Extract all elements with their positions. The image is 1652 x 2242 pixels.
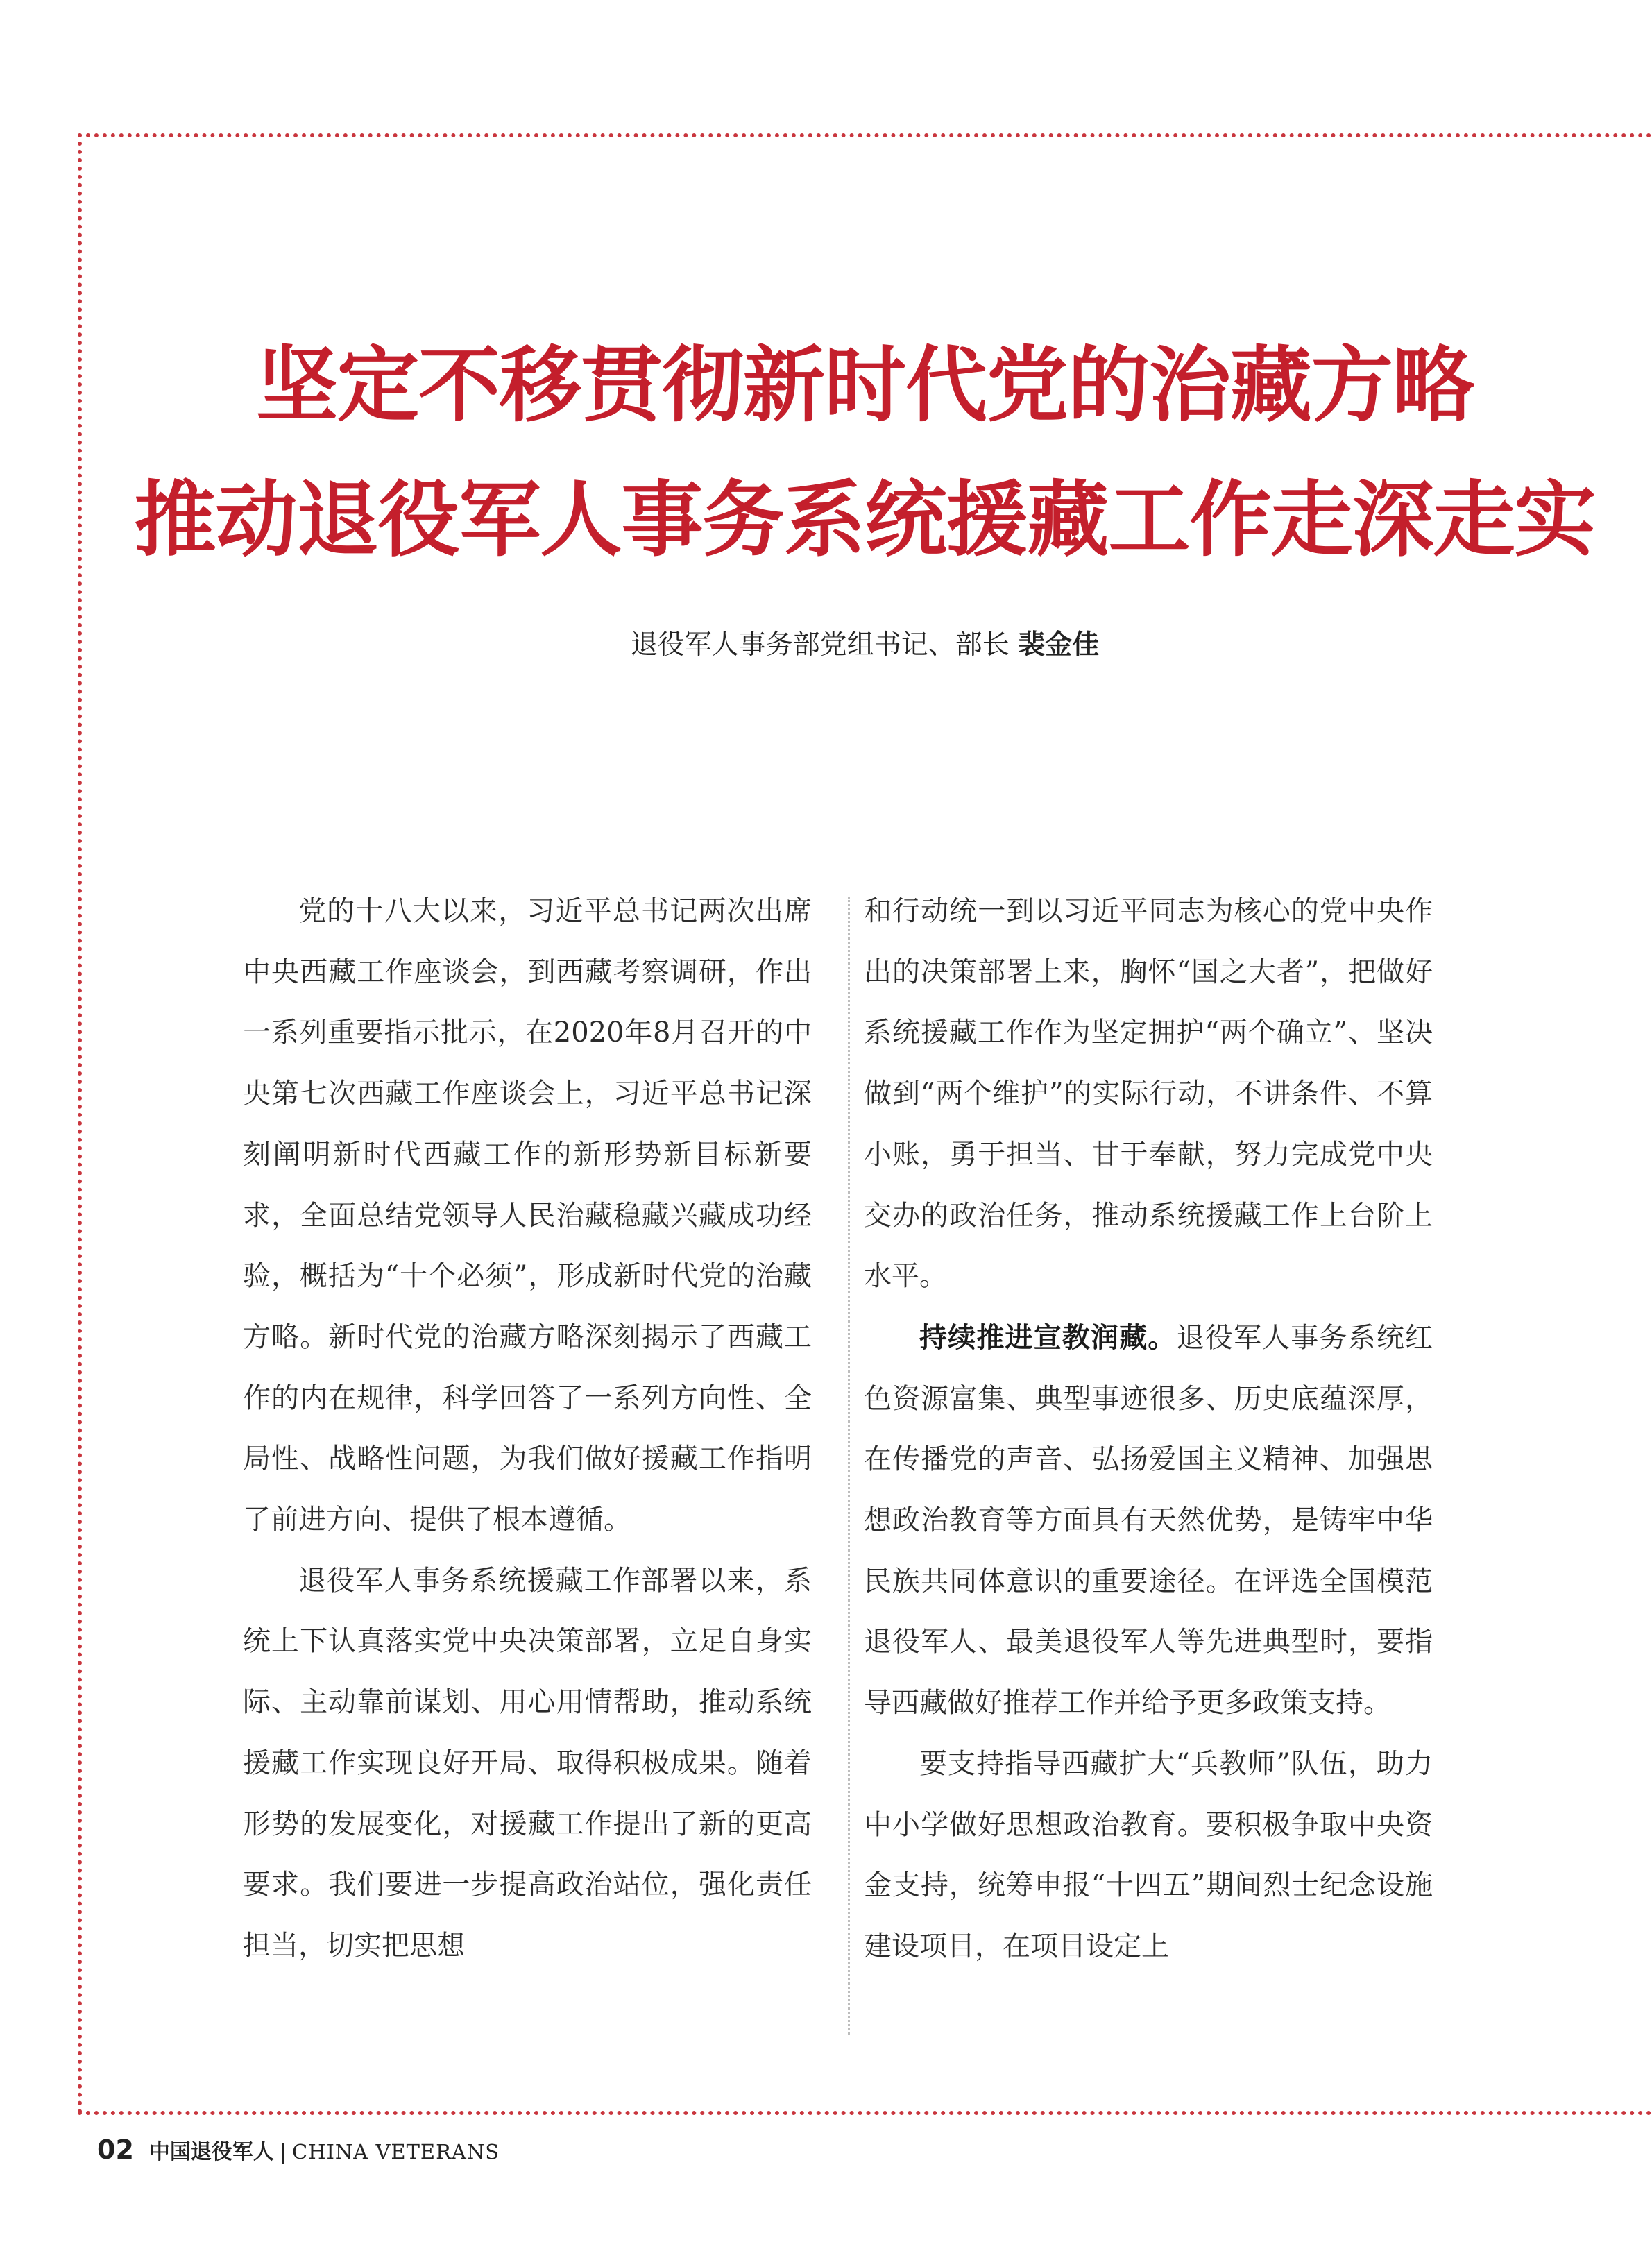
column-divider — [848, 897, 850, 2035]
section-lead-heading: 持续推进宣教润藏。 — [919, 1320, 1177, 1354]
author-name: 裴金佳 — [1018, 629, 1100, 661]
headline-line-1: 坚定不移贯彻新时代党的治藏方略 — [255, 337, 1474, 433]
right-paragraph-1: 和行动统一到以习近平同志为核心的党中央作出的决策部署上来，胸怀“国之大者”，把做好系统援藏工作作为坚定拥护“两个确立”、坚决做到“两个维护”的实际行动，不讲条件、不算小账，勇于担当、甘于奉献，努力完成党中央交办的政治任务，推动系统援藏工作上台阶上水平。 — [864, 895, 1433, 1293]
article-right-column — [864, 881, 1433, 1978]
magazine-name-cn: 中国退役军人 — [148, 2140, 274, 2164]
left-paragraph-2: 退役军人事务系统援藏工作部署以来，系统上下认真落实党中央决策部署，立足自身实际、主动靠前谋划、用心用情帮助，推动系统援藏工作实现良好开局、取得积极成果。随着形势的发展变化，对援藏工作提出了新的更高要求。我们要进一步提高政治站位，强化责任担当，切实把思想 — [243, 1564, 812, 1962]
right-paragraph-3: 要支持指导西藏扩大“兵教师”队伍，助力中小学做好思想政治教育。要积极争取中央资金支持，统筹申报“十四五”期间烈士纪念设施建设项目，在项目设定上 — [864, 1747, 1433, 1962]
right-paragraph-2-body: 退役军人事务系统红色资源富集、典型事迹很多、历史底蕴深厚，在传播党的声音、弘扬爱国主义精神、加强思想政治教育等方面具有天然优势，是铸牢中华民族共同体意识的重要途径。在评选全国模范退役军人、最美退役军人等先进典型时，要指导西藏做好推荐工作并给予更多政策支持。 — [864, 1321, 1433, 1719]
magazine-name-en: CHINA VETERANS — [292, 2140, 500, 2164]
right-paragraph-2 — [864, 1307, 1433, 1734]
author-role: 退役军人事务部党组书记、部长 — [630, 629, 1019, 661]
article-left-column — [243, 881, 812, 1977]
page-footer — [97, 2134, 500, 2165]
footer-separator: | — [279, 2140, 287, 2164]
left-paragraph-1: 党的十八大以来，习近平总书记两次出席中央西藏工作座谈会，到西藏考察调研，作出一系列重要指示批示，在2020年8月召开的中央第七次西藏工作座谈会上，习近平总书记深刻阐明新时代西藏工作的新形势新目标新要求，全面总结党领导人民治藏稳藏兴藏成功经验，概括为“十个必须”，形成新时代党的治藏方略。新时代党的治藏方略深刻揭示了西藏工作的内在规律，科学回答了一系列方向性、全局性、战略性问题，为我们做好援藏工作指明了前进方向、提供了根本遵循。 — [243, 895, 812, 1536]
page-number: 02 — [97, 2134, 134, 2165]
headline-line-2: 推动退役军人事务系统援藏工作走深走实 — [134, 471, 1596, 568]
author-byline — [78, 623, 1652, 662]
